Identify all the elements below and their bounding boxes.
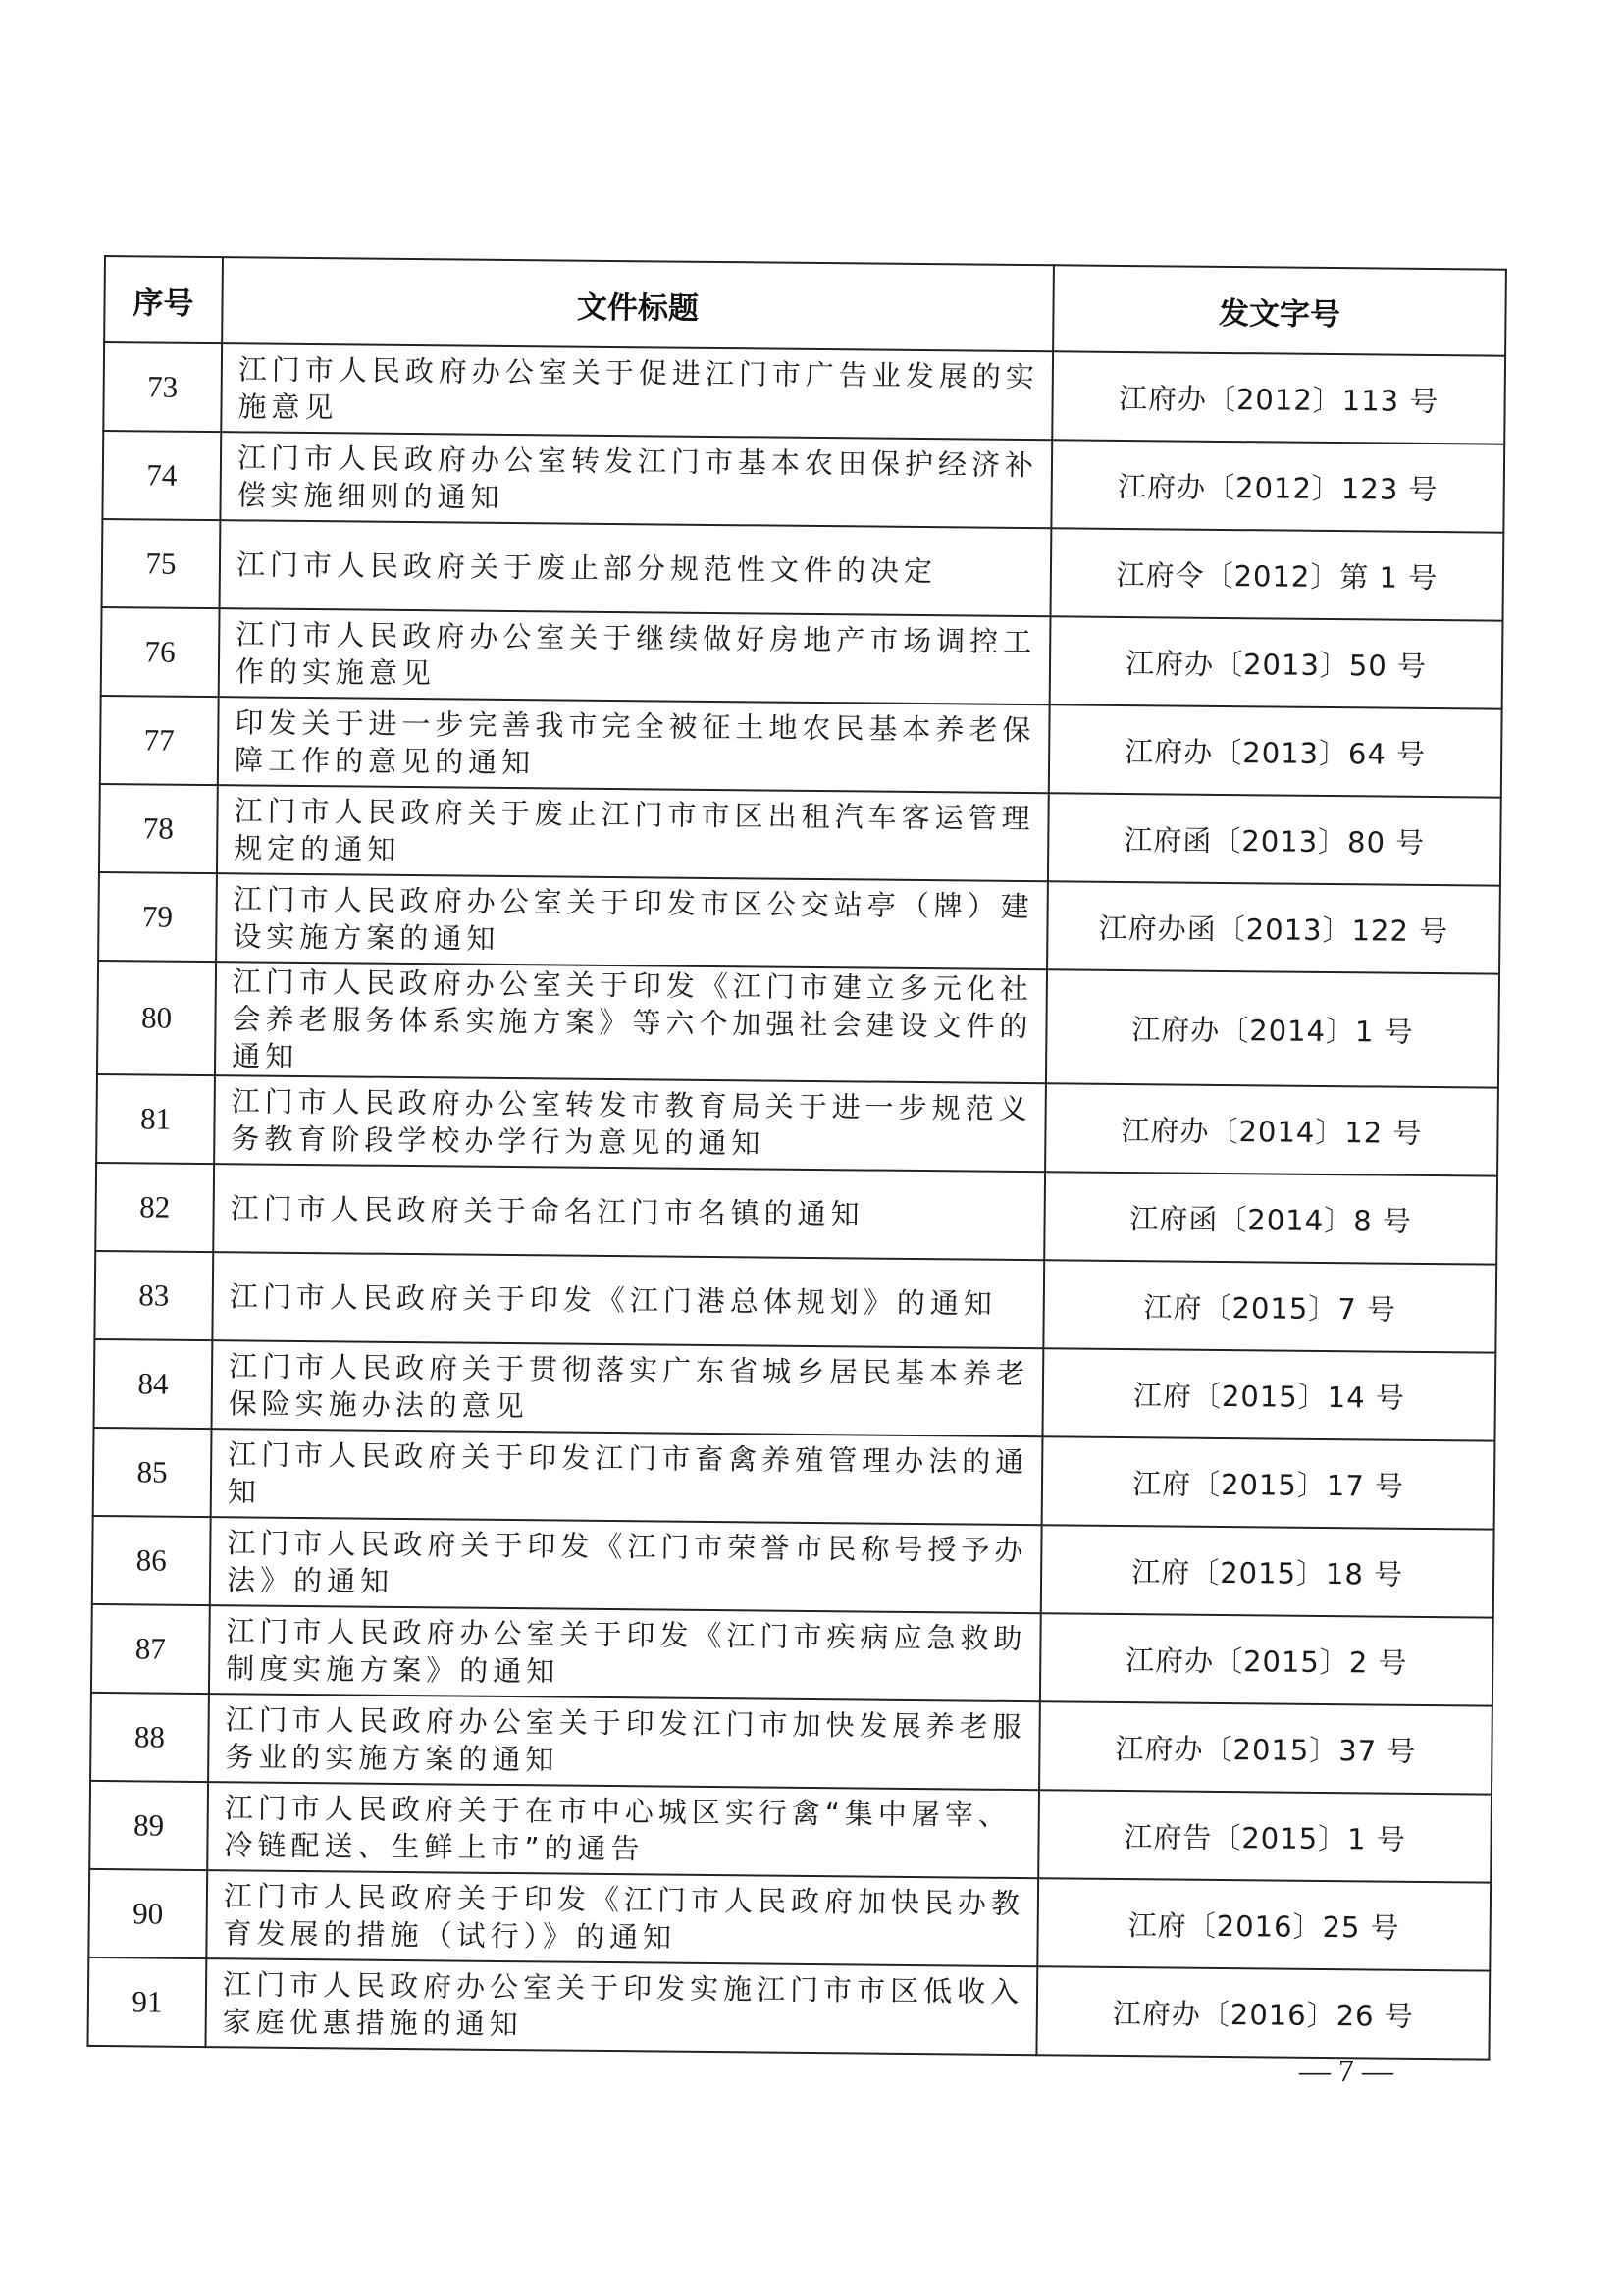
table-row (92, 1516, 1494, 1618)
row-doc-number: 江府办〔2014〕12 号 (1045, 1083, 1498, 1175)
row-doc-number: 江府办〔2013〕64 号 (1049, 704, 1502, 797)
row-title: 印发关于进一步完善我市完全被征土地农民基本养老保障工作的意见的通知 (218, 697, 1050, 793)
row-title: 江门市人民政府办公室关于印发《江门市疾病应急救助制度实施方案》的通知 (209, 1605, 1041, 1701)
row-doc-number: 江府办〔2015〕37 号 (1039, 1701, 1492, 1794)
table-row (98, 872, 1500, 974)
row-title: 江门市人民政府关于贯彻落实广东省城乡居民基本养老保险实施办法的意见 (212, 1340, 1044, 1436)
table-row (89, 1781, 1492, 1883)
table-row (102, 431, 1504, 533)
row-title: 江门市人民政府关于印发江门市畜禽养殖管理办法的通知 (211, 1429, 1043, 1525)
row-seq: 85 (93, 1428, 212, 1517)
row-title: 江门市人民政府办公室关于印发实施江门市市区低收入家庭优惠措施的通知 (205, 1958, 1037, 2055)
row-seq: 88 (90, 1693, 209, 1782)
row-doc-number: 江府办〔2015〕2 号 (1040, 1613, 1493, 1705)
header-seq: 序号 (104, 256, 223, 343)
row-seq: 73 (103, 342, 222, 432)
row-seq: 78 (99, 784, 218, 873)
table-row (96, 1074, 1498, 1176)
table-row (99, 784, 1501, 886)
row-seq: 84 (94, 1339, 213, 1429)
row-title: 江门市人民政府关于废止江门市市区出租汽车客运管理规定的通知 (217, 785, 1049, 881)
row-doc-number: 江府办〔2012〕123 号 (1051, 440, 1504, 532)
table-row (100, 696, 1502, 798)
row-title: 江门市人民政府办公室关于印发市区公交站亭（牌）建设实施方案的通知 (216, 873, 1048, 969)
table-row (93, 1428, 1495, 1530)
row-doc-number: 江府〔2016〕25 号 (1037, 1878, 1491, 1970)
row-title: 江门市人民政府关于命名江门市名镇的通知 (213, 1164, 1045, 1260)
row-doc-number: 江府函〔2014〕8 号 (1044, 1172, 1497, 1264)
row-title: 江门市人民政府办公室关于印发《江门市建立多元化社会养老服务体系实施方案》等六个加强社会建设文件的通知 (215, 962, 1047, 1083)
row-doc-number: 江府令〔2012〕第 1 号 (1051, 528, 1504, 620)
row-title: 江门市人民政府关于印发《江门市荣誉市民称号授予办法》的通知 (210, 1517, 1042, 1613)
row-seq: 91 (87, 1957, 206, 2047)
row-title: 江门市人民政府关于在市中心城区实行禽“集中屠宰、冷链配送、生鲜上市”的通告 (207, 1782, 1039, 1878)
row-seq: 86 (92, 1516, 211, 1605)
row-title: 江门市人民政府关于废止部分规范性文件的决定 (220, 520, 1052, 616)
table-row (87, 1957, 1490, 2060)
row-seq: 79 (98, 872, 217, 962)
table-row (94, 1339, 1496, 1441)
header-title: 文件标题 (222, 257, 1054, 351)
row-title: 江门市人民政府关于印发《江门市人民政府加快民办教育发展的措施（试行）》的通知 (206, 1870, 1038, 1966)
row-seq: 87 (91, 1604, 210, 1694)
document-list-table (86, 255, 1506, 2061)
row-title: 江门市人民政府办公室关于印发江门市加快发展养老服务业的实施方案的通知 (208, 1694, 1040, 1790)
row-title: 江门市人民政府关于印发《江门港总体规划》的通知 (212, 1252, 1044, 1348)
row-doc-number: 江府〔2015〕18 号 (1041, 1525, 1494, 1617)
row-title: 江门市人民政府办公室关于促进江门市广告业发展的实施意见 (221, 343, 1053, 440)
table-row (91, 1604, 1493, 1706)
row-doc-number: 江府〔2015〕14 号 (1042, 1348, 1495, 1440)
table-row (103, 342, 1505, 444)
row-doc-number: 江府告〔2015〕1 号 (1038, 1790, 1492, 1882)
row-seq: 77 (100, 696, 219, 785)
table-row (102, 519, 1504, 621)
row-doc-number: 江府〔2015〕17 号 (1042, 1436, 1495, 1529)
row-doc-number: 江府办〔2014〕1 号 (1046, 969, 1499, 1087)
row-doc-number: 江府办〔2016〕26 号 (1036, 1966, 1490, 2059)
row-seq: 90 (88, 1869, 207, 1958)
table-row (97, 961, 1499, 1088)
table-row (90, 1693, 1492, 1795)
table-row (88, 1869, 1491, 1971)
row-doc-number: 江府函〔2013〕80 号 (1048, 793, 1501, 885)
row-seq: 89 (89, 1781, 208, 1870)
table-header-row (104, 256, 1506, 356)
header-doc-number: 发文字号 (1053, 265, 1506, 355)
row-seq: 74 (102, 431, 221, 520)
table-row (95, 1163, 1497, 1265)
row-seq: 81 (96, 1074, 215, 1164)
row-title: 江门市人民政府办公室转发江门市基本农田保护经济补偿实施细则的通知 (220, 432, 1052, 528)
row-title: 江门市人民政府办公室关于继续做好房地产市场调控工作的实施意见 (219, 608, 1051, 704)
row-seq: 82 (95, 1163, 214, 1252)
row-seq: 76 (101, 607, 220, 697)
row-seq: 75 (102, 519, 221, 608)
row-title: 江门市人民政府办公室转发市教育局关于进一步规范义务教育阶段学校办学行为意见的通知 (214, 1075, 1046, 1172)
table-row (101, 607, 1503, 709)
row-doc-number: 江府办〔2012〕113 号 (1052, 351, 1505, 444)
page-number: — 7 — (1299, 2053, 1393, 2088)
row-seq: 83 (94, 1251, 213, 1340)
row-seq: 80 (97, 961, 216, 1075)
row-doc-number: 江府〔2015〕7 号 (1043, 1260, 1496, 1352)
table-row (94, 1251, 1496, 1353)
row-doc-number: 江府办函〔2013〕122 号 (1047, 881, 1500, 973)
row-doc-number: 江府办〔2013〕50 号 (1050, 616, 1503, 708)
